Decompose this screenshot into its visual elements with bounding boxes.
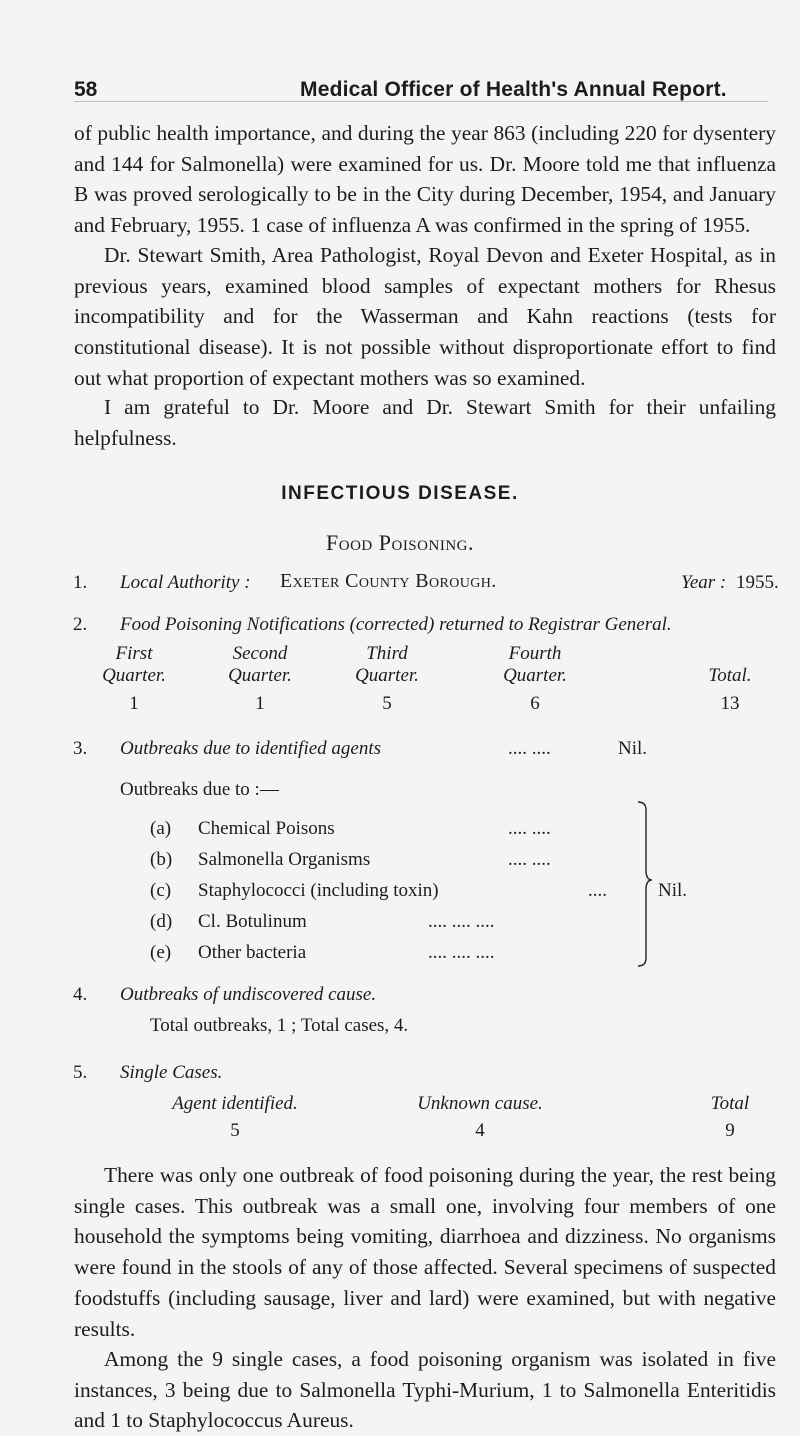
item-2-number: 2. [73,614,88,635]
item-1-year-value: 1955. [736,572,779,593]
item-4-number: 4. [73,984,88,1005]
agent-e-name: Other bacteria [198,942,307,963]
item-4-title: Outbreaks of undiscovered cause. [120,984,377,1005]
item-1-value: Exeter County Borough. [280,570,497,592]
outbreaks-sub-heading: Outbreaks due to :— [120,779,279,800]
quarter-1-heading: First Quarter. [102,643,166,686]
section-subtitle: Food Poisoning. [326,530,474,555]
section-title: INFECTIOUS DISEASE. [281,483,519,504]
page-header [0,78,800,108]
paragraph-4: There was only one outbreak of food poisoning during the year, the rest being single cases. This outbreak was a small one, involving four members of one household the symptoms being vomiting, diarrhoea and dizziness. No organisms were found in the stools of any of those affected. Several specimens of suspected foodstuffs (including sausage, liver and lard) were examined, but with negative results. [74,1163,776,1341]
item-4-detail: Total outbreaks, 1 ; Total cases, 4. [150,1015,409,1036]
agent-d-dots: .... .... .... [428,911,495,932]
agents-value: Nil. [658,880,688,901]
agent-e-dots: .... .... .... [428,942,495,963]
paragraph-3: I am grateful to Dr. Moore and Dr. Stewart Smith for their unfailing helpfulness. [74,395,776,450]
agent-b-dots: .... .... [508,849,551,870]
agent-a-name: Chemical Poisons [198,818,335,839]
quarter-4-value: 6 [530,693,540,714]
item-3-value: Nil. [618,738,648,759]
total-heading: Total. [708,665,752,686]
header-rule [74,101,768,102]
unknown-cause-heading: Unknown cause. [417,1093,543,1114]
curly-brace-icon [636,792,656,972]
agent-identified-heading: Agent identified. [172,1093,298,1114]
agent-d-name: Cl. Botulinum [198,911,307,932]
agent-b-name: Salmonella Organisms [198,849,371,870]
quarter-2-heading: Second Quarter. [228,643,292,686]
quarter-1-value: 1 [129,693,139,714]
quarter-4-heading: Fourth Quarter. [503,643,567,686]
total-value: 13 [720,693,740,714]
paragraph-2: Dr. Stewart Smith, Area Pathologist, Royal Devon and Exeter Hospital, as in previous years, examined blood samples of expectant mothers for Rhesus incompatibility and for the Wasserman and Kahn reactions (tests for constitutional disease). It is not possible without disproportionate effort to find out what proportion of expectant mothers was so examined. [74,243,776,390]
agent-c-name: Staphylococci (including toxin) [198,880,439,901]
single-total-value: 9 [725,1120,735,1141]
item-1-number: 1. [73,572,88,593]
item-3-dots: .... .... [508,738,551,759]
item-3-label: Outbreaks due to identified agents [120,738,382,759]
agent-identified-value: 5 [230,1120,240,1141]
unknown-cause-value: 4 [475,1120,485,1141]
running-title: Medical Officer of Health's Annual Report. [300,78,727,101]
item-5-number: 5. [73,1062,88,1083]
item-3-number: 3. [73,738,88,759]
quarter-2-value: 1 [255,693,265,714]
agent-c-letter: (c) [150,880,172,901]
agent-a-letter: (a) [150,818,172,839]
single-total-heading: Total [710,1093,750,1114]
page-number: 58 [74,78,98,101]
item-1-year-label: Year : [681,572,727,593]
agent-e-letter: (e) [150,942,172,963]
paragraph-5: Among the 9 single cases, a food poisoning organism was isolated in five instances, 3 being due to Salmonella Typhi-Murium, 1 to Salmonella Enteritidis and 1 to Staphylococcus Aureus. [74,1347,776,1433]
quarter-3-heading: Third Quarter. [355,643,419,686]
agent-b-letter: (b) [150,849,173,870]
agent-a-dots: .... .... [508,818,551,839]
paragraph-1: of public health importance, and during the year 863 (including 220 for dysentery and 144 for Salmonella) were examined for us. Dr. Moore told me that influenza B was proved serologically to be in the City during December, 1954, and January and February, 1955. 1 case of influenza A was confirmed in the spring of 1955. [74,121,776,238]
agent-c-dots: .... [588,880,607,901]
item-2-title: Food Poisoning Notifications (corrected) returned to Registrar General. [120,614,672,635]
quarter-3-value: 5 [382,693,392,714]
item-1-label: Local Authority : [120,572,251,593]
item-5-title: Single Cases. [120,1062,223,1083]
agent-d-letter: (d) [150,911,173,932]
